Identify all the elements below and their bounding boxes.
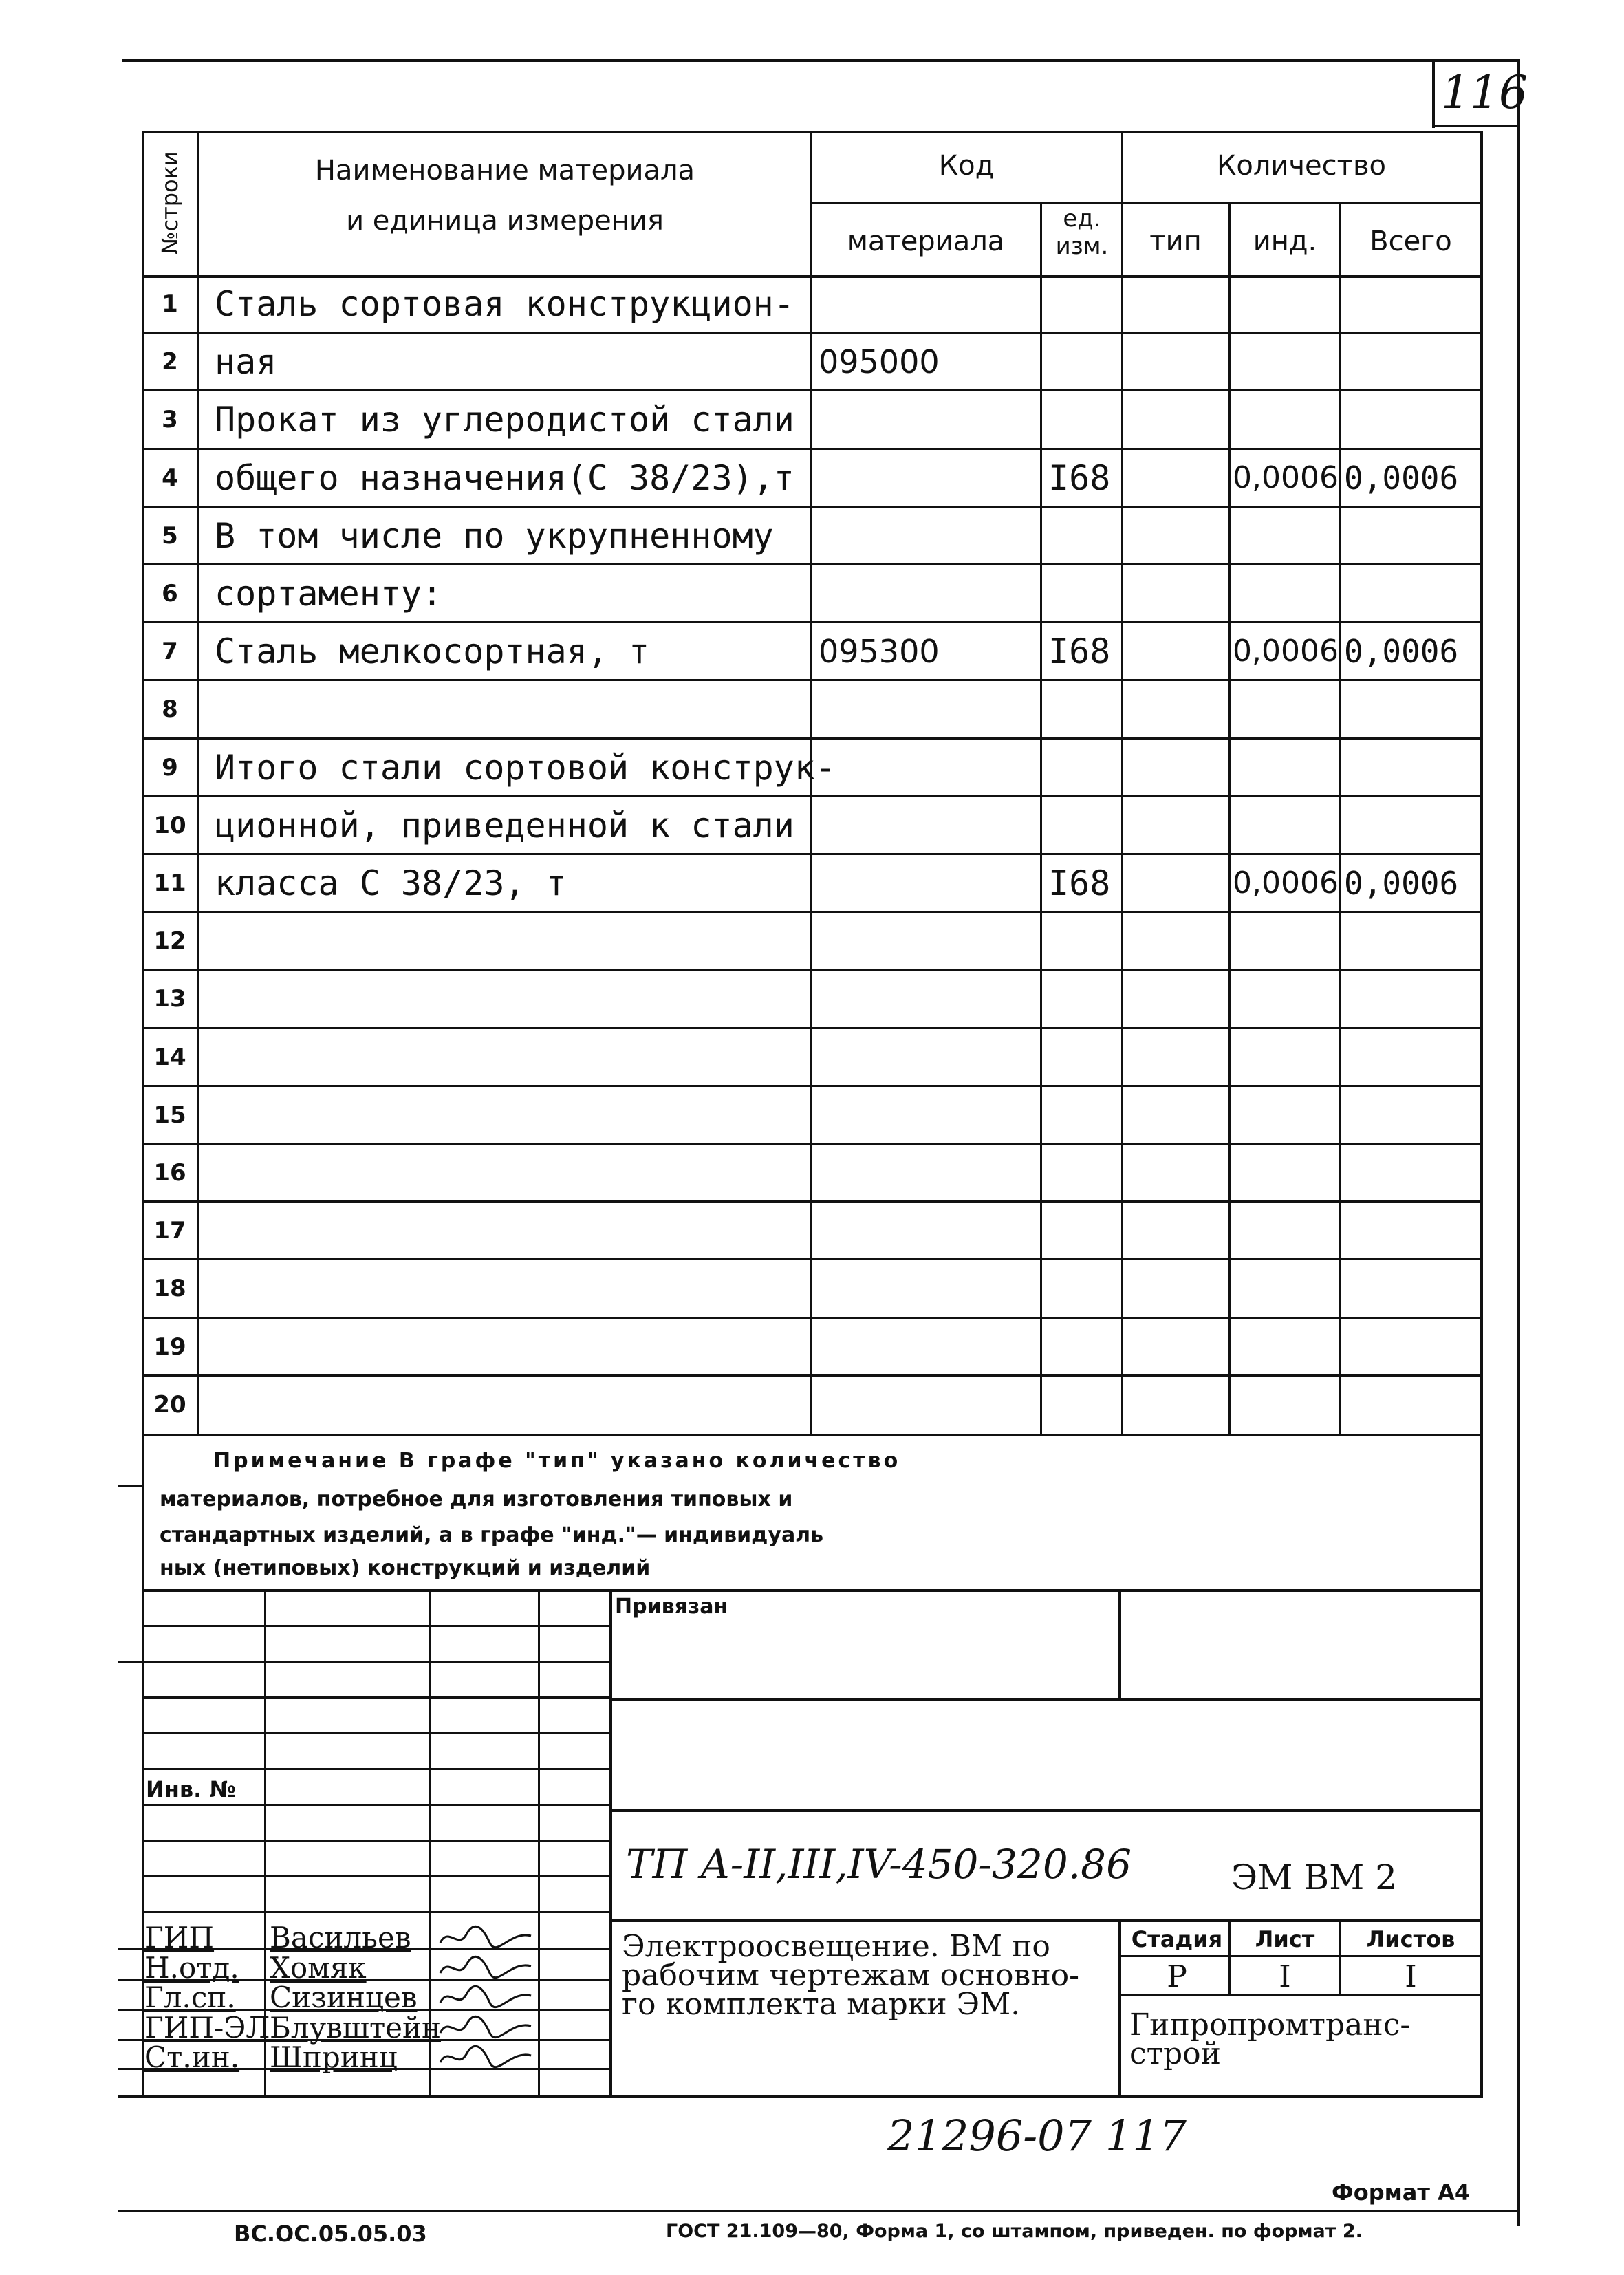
row-number: 4 xyxy=(162,464,178,492)
left-margin-tick-1 xyxy=(118,1485,142,1487)
table-right xyxy=(1480,131,1483,1606)
signer-name: Шпринц xyxy=(270,2040,398,2074)
row-total: 0,0006 xyxy=(1344,865,1459,902)
row-number: 14 xyxy=(153,1043,186,1071)
header-qty-total: Всего xyxy=(1369,226,1452,257)
stage-label: Стадия xyxy=(1131,1926,1223,1952)
stamp-row-9 xyxy=(142,1911,609,1913)
attached-label: Привязан xyxy=(615,1595,728,1619)
row-number: 11 xyxy=(153,870,186,897)
row-name: сортаменту: xyxy=(215,574,443,614)
signature-icon xyxy=(435,2012,538,2042)
signer-role: ГИП xyxy=(144,1921,215,1954)
row-divider xyxy=(142,1027,1483,1029)
row-number: 9 xyxy=(162,753,178,781)
row-divider xyxy=(142,332,1483,334)
sheet-number: 116 xyxy=(1441,66,1528,119)
stamp-left xyxy=(142,1589,144,2098)
row-number: 16 xyxy=(153,1159,186,1187)
doc-code: ТП А-II,III,IV-450-320.86 xyxy=(626,1841,1132,1888)
row-number: 5 xyxy=(162,521,178,550)
row-number: 15 xyxy=(153,1101,186,1129)
sheet-value: I xyxy=(1279,1959,1291,1994)
row-code: 095300 xyxy=(819,633,940,671)
row-number: 2 xyxy=(162,348,178,376)
row-name: ная xyxy=(215,342,277,382)
frame-top-border xyxy=(122,59,1520,62)
row-number: 12 xyxy=(153,927,186,956)
col-line-rows xyxy=(197,131,199,1434)
row-divider xyxy=(142,1200,1483,1203)
row-number: 8 xyxy=(162,696,178,724)
org-line2: строй xyxy=(1129,2036,1221,2071)
row-number: 17 xyxy=(153,1217,186,1245)
header-qty-ind: инд. xyxy=(1253,226,1317,257)
signer-role: Гл.сп. xyxy=(144,1981,236,2014)
row-unit: I68 xyxy=(1048,863,1111,903)
stage-mid-line xyxy=(1118,1955,1483,1957)
code-bottom xyxy=(609,1919,1483,1922)
attached-bottom xyxy=(609,1698,1483,1701)
sheets-value: I xyxy=(1405,1959,1417,1994)
signer-name: Сизинцев xyxy=(270,1981,418,2014)
header-quantity: Количество xyxy=(1216,150,1386,182)
row-number: 7 xyxy=(162,638,178,666)
stamp-col-3 xyxy=(538,1589,540,2098)
header-qty-type: тип xyxy=(1149,226,1202,257)
signature-icon xyxy=(435,2042,538,2072)
header-name-line1: Наименование материала xyxy=(314,155,695,186)
sheet-number-box-divider xyxy=(1432,59,1435,128)
row-divider xyxy=(142,1143,1483,1145)
row-name: Сталь сортовая конструкцион- xyxy=(215,284,794,324)
row-name: Прокат из углеродистой стали xyxy=(215,400,794,440)
stamp-row-6 xyxy=(142,1804,609,1806)
row-unit: I68 xyxy=(1048,632,1111,672)
row-divider xyxy=(142,1085,1483,1087)
signer-name: Васильев xyxy=(270,1921,411,1954)
table-left xyxy=(142,131,144,1606)
footer-line xyxy=(118,2210,1520,2212)
row-number: 13 xyxy=(153,985,186,1013)
header-mid-line xyxy=(810,202,1482,204)
stamp-main-divider xyxy=(609,1589,612,2098)
row-number: 18 xyxy=(153,1275,186,1303)
org-line1: Гипропромтранс- xyxy=(1129,2007,1411,2042)
row-name: В том числе по укрупненному xyxy=(215,515,774,556)
signer-name: Блувштейн xyxy=(270,2010,442,2045)
attached-divider xyxy=(1118,1589,1121,1699)
stamp-row-1 xyxy=(142,1625,609,1627)
signer-role: ГИП-ЭЛ xyxy=(144,2010,270,2045)
signer-name: Хомяк xyxy=(270,1950,367,1985)
table-top xyxy=(142,131,1483,133)
format-label: Формат А4 xyxy=(1332,2179,1471,2206)
title-line1: Электроосвещение. ВМ по xyxy=(622,1929,1050,1964)
row-name: Итого стали сортовой конструк- xyxy=(215,747,836,788)
row-number: 1 xyxy=(162,290,178,318)
header-code: Код xyxy=(938,150,995,182)
stamp-row-2 xyxy=(118,1661,609,1663)
sheet-label: Лист xyxy=(1255,1926,1315,1952)
row-code: 095000 xyxy=(819,343,940,381)
title-right-divider xyxy=(1118,1919,1121,2098)
stamp-row-8 xyxy=(142,1875,609,1877)
row-name: класса С 38/23, т xyxy=(215,863,567,903)
row-total: 0,0006 xyxy=(1344,633,1459,671)
footer-right: ГОСТ 21.109—80, Форма 1, со штампом, приведен. по формат 2. xyxy=(666,2221,1363,2242)
signature-icon xyxy=(435,1982,538,2012)
stamp-top xyxy=(142,1589,1483,1592)
doc-mark: ЭМ ВМ 2 xyxy=(1231,1857,1397,1897)
note-line1: Примечание В графе "тип" указано количество xyxy=(213,1449,901,1473)
title-line2: рабочим чертежам основно- xyxy=(622,1958,1080,1993)
frame-right-border xyxy=(1517,59,1520,2226)
row-unit: I68 xyxy=(1048,457,1111,498)
signer-role: Н.отд. xyxy=(144,1950,239,1985)
signature-icon xyxy=(435,1952,538,1983)
stamp-bottom xyxy=(118,2095,1483,2098)
stamp-row-4 xyxy=(142,1732,609,1734)
row-number: 20 xyxy=(153,1390,186,1419)
row-divider xyxy=(142,1258,1483,1260)
stamp-right xyxy=(1480,1589,1483,2098)
header-name-line2: и единица измерения xyxy=(346,205,664,237)
col-line-total xyxy=(1339,203,1341,1434)
rows-bottom-line xyxy=(142,1434,1483,1436)
stage-value: Р xyxy=(1167,1959,1187,1994)
footer-left: ВС.ОС.05.05.03 xyxy=(234,2221,427,2247)
col-line-ind xyxy=(1228,203,1231,1434)
sheets-label: Листов xyxy=(1366,1926,1455,1952)
col-line-unit xyxy=(1040,203,1042,1434)
header-code-material: материала xyxy=(847,226,1005,257)
row-name: Сталь мелкосортная, т xyxy=(215,632,650,672)
stamp-row-5 xyxy=(142,1768,609,1770)
header-rows-label: №строки xyxy=(157,151,183,255)
row-number: 6 xyxy=(162,580,178,607)
signature-icon xyxy=(435,1922,538,1952)
row-ind: 0,0006 xyxy=(1233,865,1339,901)
row-divider xyxy=(142,679,1483,681)
row-ind: 0,0006 xyxy=(1233,460,1339,495)
row-name: общего назначения(С 38/23),т xyxy=(215,457,794,498)
row-number: 10 xyxy=(153,811,186,839)
header-rows-col xyxy=(143,138,197,275)
note-line2: материалов, потребное для изготовления типовых и xyxy=(160,1487,793,1511)
col-line-qty xyxy=(1121,131,1123,1434)
row-name: ционной, приведенной к стали xyxy=(215,805,794,845)
stage-divider-2 xyxy=(1339,1919,1341,1995)
stage-divider-1 xyxy=(1228,1919,1231,1995)
note-line3: стандартных изделий, а в графе "инд."— индивидуаль xyxy=(160,1523,824,1547)
stamp-row-7 xyxy=(142,1840,609,1842)
row-divider xyxy=(142,1317,1483,1319)
signer-role: Ст.ин. xyxy=(144,2040,240,2074)
note-line4: ных (нетиповых) конструкций и изделий xyxy=(160,1556,651,1580)
row-total: 0,0006 xyxy=(1344,459,1459,497)
title-line3: го комплекта марки ЭМ. xyxy=(622,1987,1021,2022)
row-divider xyxy=(142,1374,1483,1377)
code-top xyxy=(609,1809,1483,1812)
bottom-handwritten-number: 21296-07 117 xyxy=(887,2111,1187,2161)
row-number: 19 xyxy=(153,1333,186,1361)
row-number: 3 xyxy=(162,406,178,434)
row-ind: 0,0006 xyxy=(1233,634,1339,669)
inv-label: Инв. № xyxy=(146,1776,236,1802)
header-code-unit: ед. изм. xyxy=(1055,205,1109,260)
row-divider xyxy=(142,969,1483,971)
row-divider xyxy=(142,911,1483,913)
sheet-number-box-bottom xyxy=(1432,125,1520,127)
stamp-row-3 xyxy=(142,1696,609,1699)
